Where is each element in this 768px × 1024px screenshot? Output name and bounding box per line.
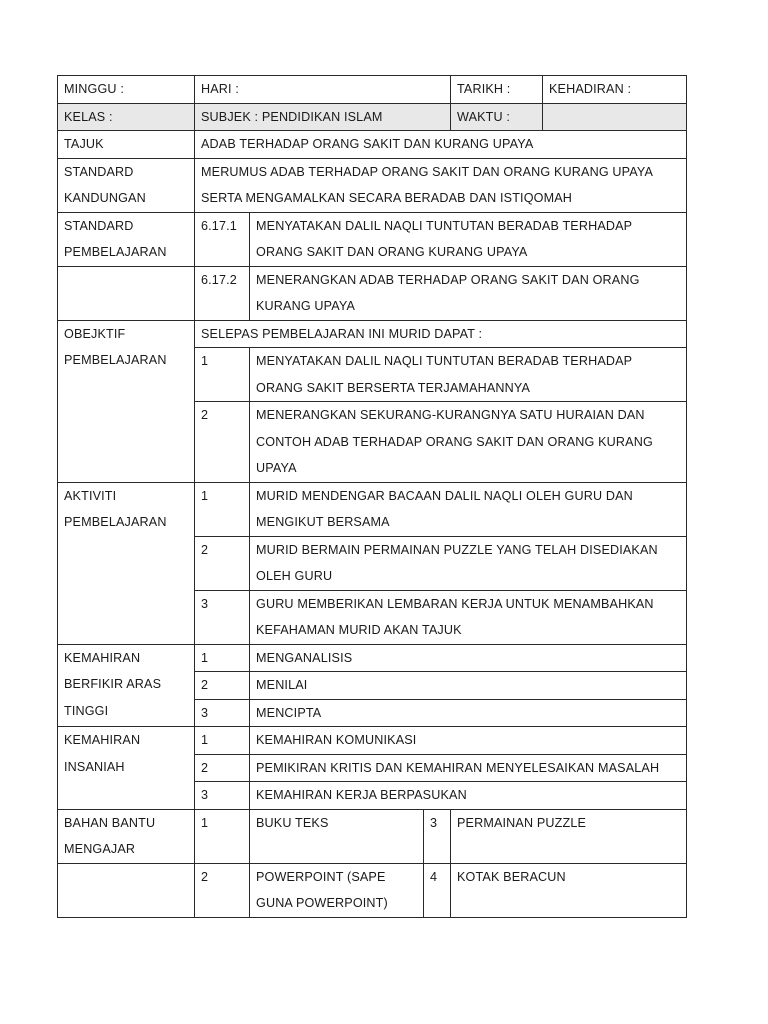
waktu-cell: WAKTU : [451,103,543,131]
bahan-num-4: 4 [424,863,451,917]
objektif-num-2: 2 [195,402,250,483]
aktiviti-num-3: 3 [195,590,250,644]
bahan-num-2: 2 [195,863,250,917]
insaniah-text-2: PEMIKIRAN KRITIS DAN KEMAHIRAN MENYELESAIKAN MASALAH [250,754,687,782]
objektif-text-2: MENERANGKAN SEKURANG-KURANGNYA SATU HURAIAN DAN CONTOH ADAB TERHADAP ORANG SAKIT DAN ORANG KURANG UPAYA [250,402,687,483]
objektif-num-1: 1 [195,348,250,402]
sp-text-1: MENYATAKAN DALIL NAQLI TUNTUTAN BERADAB TERHADAP ORANG SAKIT DAN ORANG KURANG UPAYA [250,212,687,266]
tajuk-row [58,131,687,159]
bahan-text-2: POWERPOINT (SAPE GUNA POWERPOINT) [250,863,424,917]
kehadiran-cell: KEHADIRAN : [543,76,687,104]
tajuk-value: ADAB TERHADAP ORANG SAKIT DAN KURANG UPAYA [195,131,687,159]
standard-kandungan-value: MERUMUS ADAB TERHADAP ORANG SAKIT DAN ORANG KURANG UPAYA SERTA MENGAMALKAN SECARA BERADAB DAN ISTIQOMAH [195,158,687,212]
kbat-num-3: 3 [195,699,250,727]
kbat-text-1: MENGANALISIS [250,644,687,672]
kbat-text-2: MENILAI [250,672,687,700]
aktiviti-text-3: GURU MEMBERIKAN LEMBARAN KERJA UNTUK MENAMBAHKAN KEFAHAMAN MURID AKAN TAJUK [250,590,687,644]
header-row-1 [58,76,687,104]
header-row-2 [58,103,687,131]
insaniah-text-3: KEMAHIRAN KERJA BERPASUKAN [250,782,687,810]
kbat-row-1 [58,644,687,672]
insaniah-row-1 [58,727,687,755]
empty-label-cell [58,266,195,320]
kbat-label: KEMAHIRAN BERFIKIR ARAS TINGGI [58,644,195,727]
aktiviti-text-2: MURID BERMAIN PERMAINAN PUZZLE YANG TELAH DISEDIAKAN OLEH GURU [250,536,687,590]
bahan-num-1: 1 [195,809,250,863]
objektif-intro: SELEPAS PEMBELAJARAN INI MURID DAPAT : [195,320,687,348]
objektif-intro-row [58,320,687,348]
insaniah-num-2: 2 [195,754,250,782]
insaniah-num-3: 3 [195,782,250,810]
empty-label-cell-2 [58,863,195,917]
kbat-text-3: MENCIPTA [250,699,687,727]
insaniah-text-1: KEMAHIRAN KOMUNIKASI [250,727,687,755]
empty-header-cell [543,103,687,131]
kbat-num-1: 1 [195,644,250,672]
standard-pembelajaran-row-1 [58,212,687,266]
sp-code-1: 6.17.1 [195,212,250,266]
aktiviti-row-1 [58,482,687,536]
objektif-label: OBEJKTIF PEMBELAJARAN [58,320,195,482]
sp-code-2: 6.17.2 [195,266,250,320]
lesson-plan-table [57,75,687,918]
standard-kandungan-label: STANDARD KANDUNGAN [58,158,195,212]
bahan-text-4: KOTAK BERACUN [451,863,687,917]
tajuk-label: TAJUK [58,131,195,159]
minggu-cell: MINGGU : [58,76,195,104]
bahan-label: BAHAN BANTU MENGAJAR [58,809,195,863]
bahan-text-3: PERMAINAN PUZZLE [451,809,687,863]
aktiviti-label: AKTIVITI PEMBELAJARAN [58,482,195,644]
aktiviti-num-2: 2 [195,536,250,590]
aktiviti-text-1: MURID MENDENGAR BACAAN DALIL NAQLI OLEH GURU DAN MENGIKUT BERSAMA [250,482,687,536]
bahan-text-1: BUKU TEKS [250,809,424,863]
bahan-num-3: 3 [424,809,451,863]
kelas-cell: KELAS : [58,103,195,131]
aktiviti-num-1: 1 [195,482,250,536]
hari-cell: HARI : [195,76,451,104]
subjek-cell: SUBJEK : PENDIDIKAN ISLAM [195,103,451,131]
insaniah-label: KEMAHIRAN INSANIAH [58,727,195,810]
standard-pembelajaran-row-2 [58,266,687,320]
bahan-row-1 [58,809,687,863]
standard-kandungan-row [58,158,687,212]
tarikh-cell: TARIKH : [451,76,543,104]
kbat-num-2: 2 [195,672,250,700]
objektif-text-1: MENYATAKAN DALIL NAQLI TUNTUTAN BERADAB TERHADAP ORANG SAKIT BERSERTA TERJAMAHANNYA [250,348,687,402]
standard-pembelajaran-label: STANDARD PEMBELAJARAN [58,212,195,266]
insaniah-num-1: 1 [195,727,250,755]
sp-text-2: MENERANGKAN ADAB TERHADAP ORANG SAKIT DAN ORANG KURANG UPAYA [250,266,687,320]
bahan-row-2 [58,863,687,917]
